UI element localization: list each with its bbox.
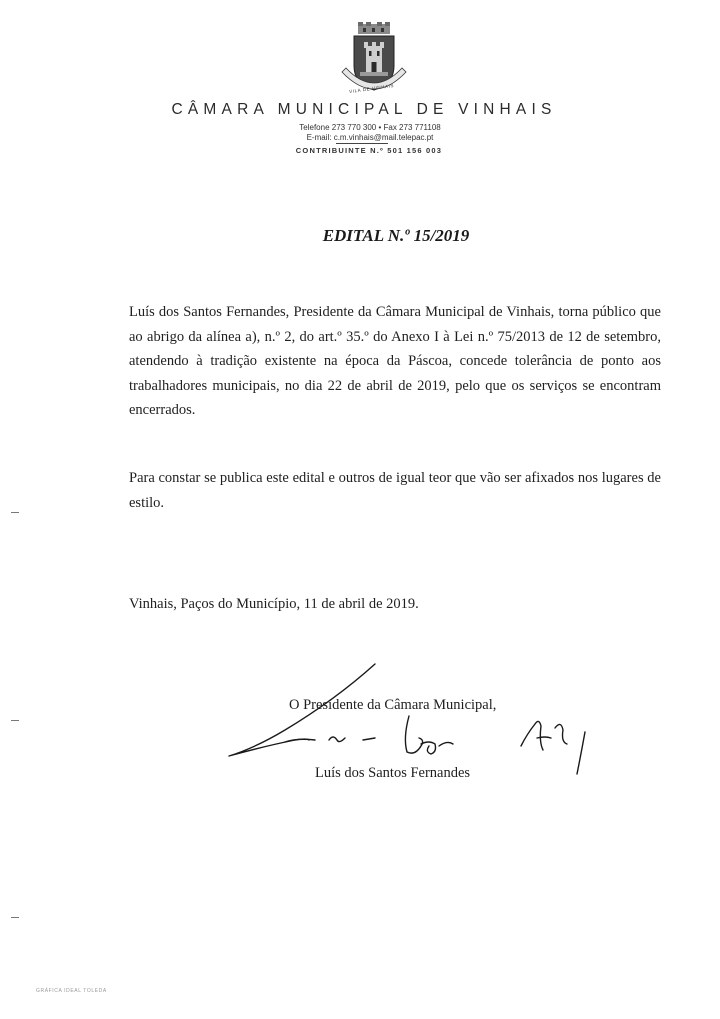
printer-mark: GRÁFICA IDEAL TOLEDA <box>36 988 107 994</box>
edict-title: EDITAL N.º 15/2019 <box>322 226 470 245</box>
signatory-role: O Presidente da Câmara Municipal, <box>289 697 497 713</box>
organization-name: CÂMARA MUNICIPAL DE VINHAIS <box>171 101 557 118</box>
contact-divider <box>336 143 388 144</box>
dateline: Vinhais, Paços do Município, 11 de abril de 2019. <box>129 596 419 612</box>
margin-mark <box>11 917 19 918</box>
handwritten-signature <box>225 660 605 780</box>
signatory-name: Luís dos Santos Fernandes <box>315 765 471 781</box>
body-paragraph-2: Para constar se publica este edital e outros de igual teor que vão ser afixados nos lugares de estilo. <box>129 470 661 511</box>
email-line: E-mail: c.m.vinhais@mail.telepac.pt <box>306 133 434 142</box>
contact-block <box>280 123 460 143</box>
phone-fax-line: Telefone 273 770 300 • Fax 273 771108 <box>299 123 441 132</box>
crest-motto: VILA DE VINHAIS <box>348 82 395 95</box>
margin-mark <box>11 720 19 721</box>
margin-mark <box>11 512 19 513</box>
tax-id-line: CONTRIBUINTE N.º 501 156 003 <box>295 146 443 155</box>
body-paragraph-1: Luís dos Santos Fernandes, Presidente da Câmara Municipal de Vinhais, torna público que ao abrigo da alínea a), n.º 2, do art.º 35.º do Anexo I à Lei n.º 75/2013 de 12 de setembro, atendendo à tradição existente na época da Páscoa, concede tolerância de ponto aos trabalhadores municipais, no dia 22 de abril de 2019, pelo que os serviços se encontram encerrados. <box>129 304 661 418</box>
